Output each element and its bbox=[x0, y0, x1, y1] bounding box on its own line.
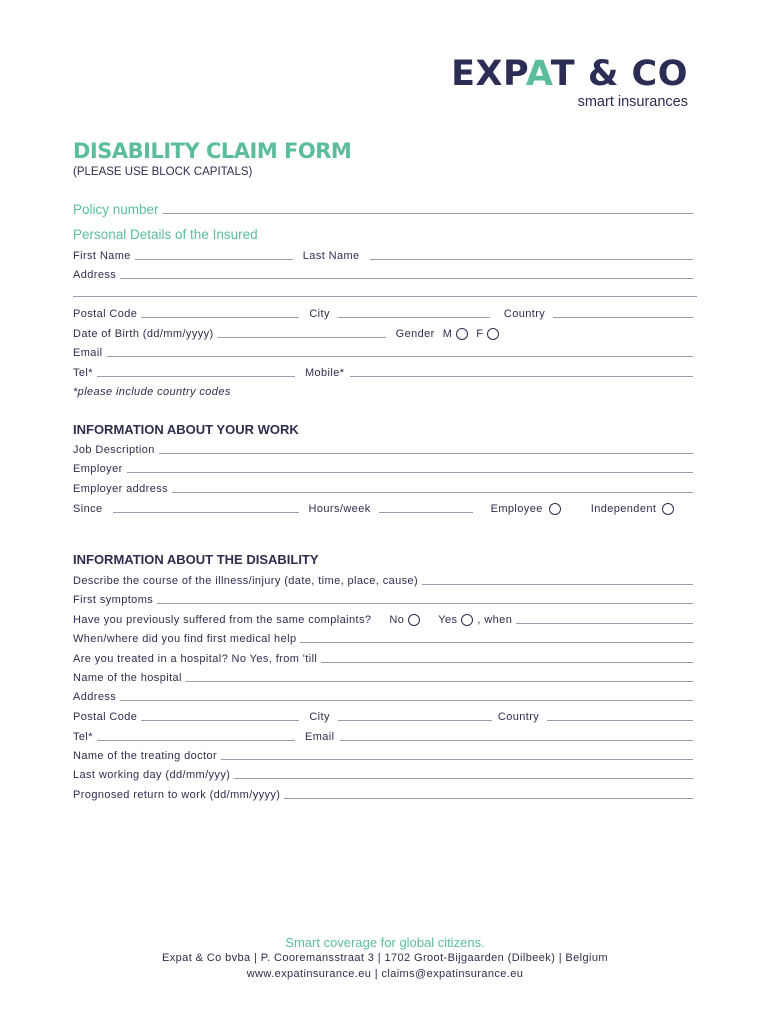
form-subtitle: (PLEASE USE BLOCK CAPITALS) bbox=[73, 166, 253, 178]
last-working-day-label: Last working day (dd/mm/yyy) bbox=[73, 769, 231, 781]
name-row bbox=[73, 247, 697, 263]
employer-row bbox=[73, 460, 697, 476]
hospital-postal-code-label: Postal Code bbox=[73, 711, 138, 723]
return-to-work-label: Prognosed return to work (dd/mm/yyyy) bbox=[73, 789, 281, 801]
hospital-contact-row bbox=[73, 728, 697, 744]
hospital-email-field[interactable] bbox=[340, 740, 693, 741]
previous-yes-label: Yes bbox=[438, 614, 458, 626]
gender-m-label: M bbox=[442, 328, 453, 340]
hospital-treated-row bbox=[73, 650, 697, 666]
course-field[interactable] bbox=[422, 584, 693, 585]
last-working-day-field[interactable] bbox=[234, 778, 693, 779]
last-working-day-row bbox=[73, 766, 697, 782]
dob-gender-row bbox=[73, 325, 697, 341]
gender-m-radio[interactable] bbox=[456, 328, 468, 340]
course-label: Describe the course of the illness/injury (date, time, place, cause) bbox=[73, 575, 419, 587]
job-description-label: Job Description bbox=[73, 444, 155, 456]
job-description-field[interactable] bbox=[159, 453, 693, 454]
first-medical-row bbox=[73, 630, 697, 646]
hours-week-field[interactable] bbox=[379, 512, 473, 513]
mobile-field[interactable] bbox=[350, 376, 693, 377]
hospital-postal-code-field[interactable] bbox=[141, 720, 299, 721]
postal-code-label: Postal Code bbox=[73, 308, 138, 320]
since-field[interactable] bbox=[113, 512, 299, 513]
gender-f-label: F bbox=[476, 328, 484, 340]
employee-radio[interactable] bbox=[549, 503, 561, 515]
first-symptoms-label: First symptoms bbox=[73, 594, 154, 606]
hospital-address-row bbox=[73, 688, 697, 704]
first-symptoms-field[interactable] bbox=[157, 603, 693, 604]
doctor-label: Name of the treating doctor bbox=[73, 750, 218, 762]
first-medical-field[interactable] bbox=[300, 642, 693, 643]
since-label: Since bbox=[73, 503, 103, 515]
country-field[interactable] bbox=[553, 317, 693, 318]
brand-paper-plane-a: A bbox=[525, 54, 551, 94]
hospital-address-field[interactable] bbox=[120, 700, 693, 701]
email-row bbox=[73, 344, 697, 360]
policy-number-field[interactable] bbox=[163, 213, 693, 214]
policy-number-row bbox=[73, 199, 697, 217]
mobile-label: Mobile* bbox=[304, 367, 345, 379]
tel-field[interactable] bbox=[97, 376, 295, 377]
job-description-row bbox=[73, 441, 697, 457]
hospital-tel-label: Tel* bbox=[73, 731, 93, 743]
hospital-country-label: Country bbox=[497, 711, 540, 723]
city-label: City bbox=[309, 308, 330, 320]
dob-label: Date of Birth (dd/mm/yyyy) bbox=[73, 328, 214, 340]
address-row bbox=[73, 266, 697, 282]
last-name-field[interactable] bbox=[370, 259, 693, 260]
footer-tagline: Smart coverage for global citizens. bbox=[285, 935, 485, 950]
return-to-work-row bbox=[73, 786, 697, 802]
previous-complaints-row bbox=[73, 611, 697, 627]
country-code-note-row bbox=[73, 383, 697, 399]
previous-yes-radio[interactable] bbox=[461, 614, 473, 626]
previous-no-radio[interactable] bbox=[408, 614, 420, 626]
email-field[interactable] bbox=[107, 356, 693, 357]
employer-field[interactable] bbox=[127, 472, 693, 473]
hospital-name-label: Name of the hospital bbox=[73, 672, 182, 684]
employer-label: Employer bbox=[73, 463, 123, 475]
postal-code-field[interactable] bbox=[141, 317, 299, 318]
hospital-city-field[interactable] bbox=[338, 720, 492, 721]
work-heading: INFORMATION ABOUT YOUR WORK bbox=[73, 422, 299, 437]
hours-week-label: Hours/week bbox=[308, 503, 371, 515]
previous-complaints-label: Have you previously suffered from the same complaints? bbox=[73, 614, 372, 626]
hospital-location-row bbox=[73, 708, 697, 724]
employee-label: Employee bbox=[490, 503, 543, 515]
hospital-address-label: Address bbox=[73, 691, 117, 703]
address-field[interactable] bbox=[120, 278, 693, 279]
employment-row bbox=[73, 500, 697, 516]
employer-address-label: Employer address bbox=[73, 483, 169, 495]
phone-row bbox=[73, 364, 697, 380]
brand-name-right: T & CO bbox=[550, 54, 688, 94]
hospital-name-field[interactable] bbox=[186, 681, 693, 682]
country-code-note: *please include country codes bbox=[73, 386, 231, 398]
first-name-field[interactable] bbox=[135, 259, 293, 260]
employer-address-row bbox=[73, 480, 697, 496]
dob-field[interactable] bbox=[218, 337, 386, 338]
email-label: Email bbox=[73, 347, 103, 359]
employer-address-field[interactable] bbox=[172, 492, 693, 493]
first-symptoms-row bbox=[73, 591, 697, 607]
first-name-label: First Name bbox=[73, 250, 131, 262]
hospital-name-row bbox=[73, 669, 697, 685]
tel-label: Tel* bbox=[73, 367, 93, 379]
hospital-treated-field[interactable] bbox=[321, 662, 693, 663]
gender-label: Gender bbox=[395, 328, 435, 340]
country-label: Country bbox=[503, 308, 546, 320]
previous-when-field[interactable] bbox=[516, 623, 693, 624]
brand-logo bbox=[451, 54, 688, 94]
independent-label: Independent bbox=[590, 503, 657, 515]
independent-radio[interactable] bbox=[662, 503, 674, 515]
brand-tagline: smart insurances bbox=[577, 94, 688, 110]
footer-contact: www.expatinsurance.eu | claims@expatinsurance.eu bbox=[246, 968, 524, 980]
previous-no-label: No bbox=[389, 614, 405, 626]
personal-details-heading: Personal Details of the Insured bbox=[73, 227, 258, 242]
last-name-label: Last Name bbox=[302, 250, 360, 262]
doctor-field[interactable] bbox=[221, 759, 693, 760]
city-field[interactable] bbox=[338, 317, 490, 318]
hospital-email-label: Email bbox=[304, 731, 335, 743]
hospital-city-label: City bbox=[309, 711, 330, 723]
footer-address: Expat & Co bvba | P. Cooremansstraat 3 | 1702 Groot-Bijgaarden (Dilbeek) | Belgium bbox=[162, 952, 608, 964]
gender-f-radio[interactable] bbox=[487, 328, 499, 340]
address-field-line-2[interactable] bbox=[73, 296, 697, 297]
brand-name-left: EXP bbox=[451, 54, 526, 94]
form-title: DISABILITY CLAIM FORM bbox=[73, 139, 352, 163]
previous-when-label: , when bbox=[477, 614, 513, 626]
return-to-work-field[interactable] bbox=[284, 798, 693, 799]
doctor-row bbox=[73, 747, 697, 763]
hospital-tel-field[interactable] bbox=[97, 740, 295, 741]
course-row bbox=[73, 572, 697, 588]
address-label: Address bbox=[73, 269, 117, 281]
hospital-country-field[interactable] bbox=[547, 720, 693, 721]
first-medical-label: When/where did you find first medical help bbox=[73, 633, 297, 645]
location-row bbox=[73, 305, 697, 321]
policy-number-label: Policy number bbox=[73, 202, 159, 217]
disability-heading: INFORMATION ABOUT THE DISABILITY bbox=[73, 552, 319, 567]
hospital-treated-label: Are you treated in a hospital? No Yes, from 'till bbox=[73, 653, 318, 665]
